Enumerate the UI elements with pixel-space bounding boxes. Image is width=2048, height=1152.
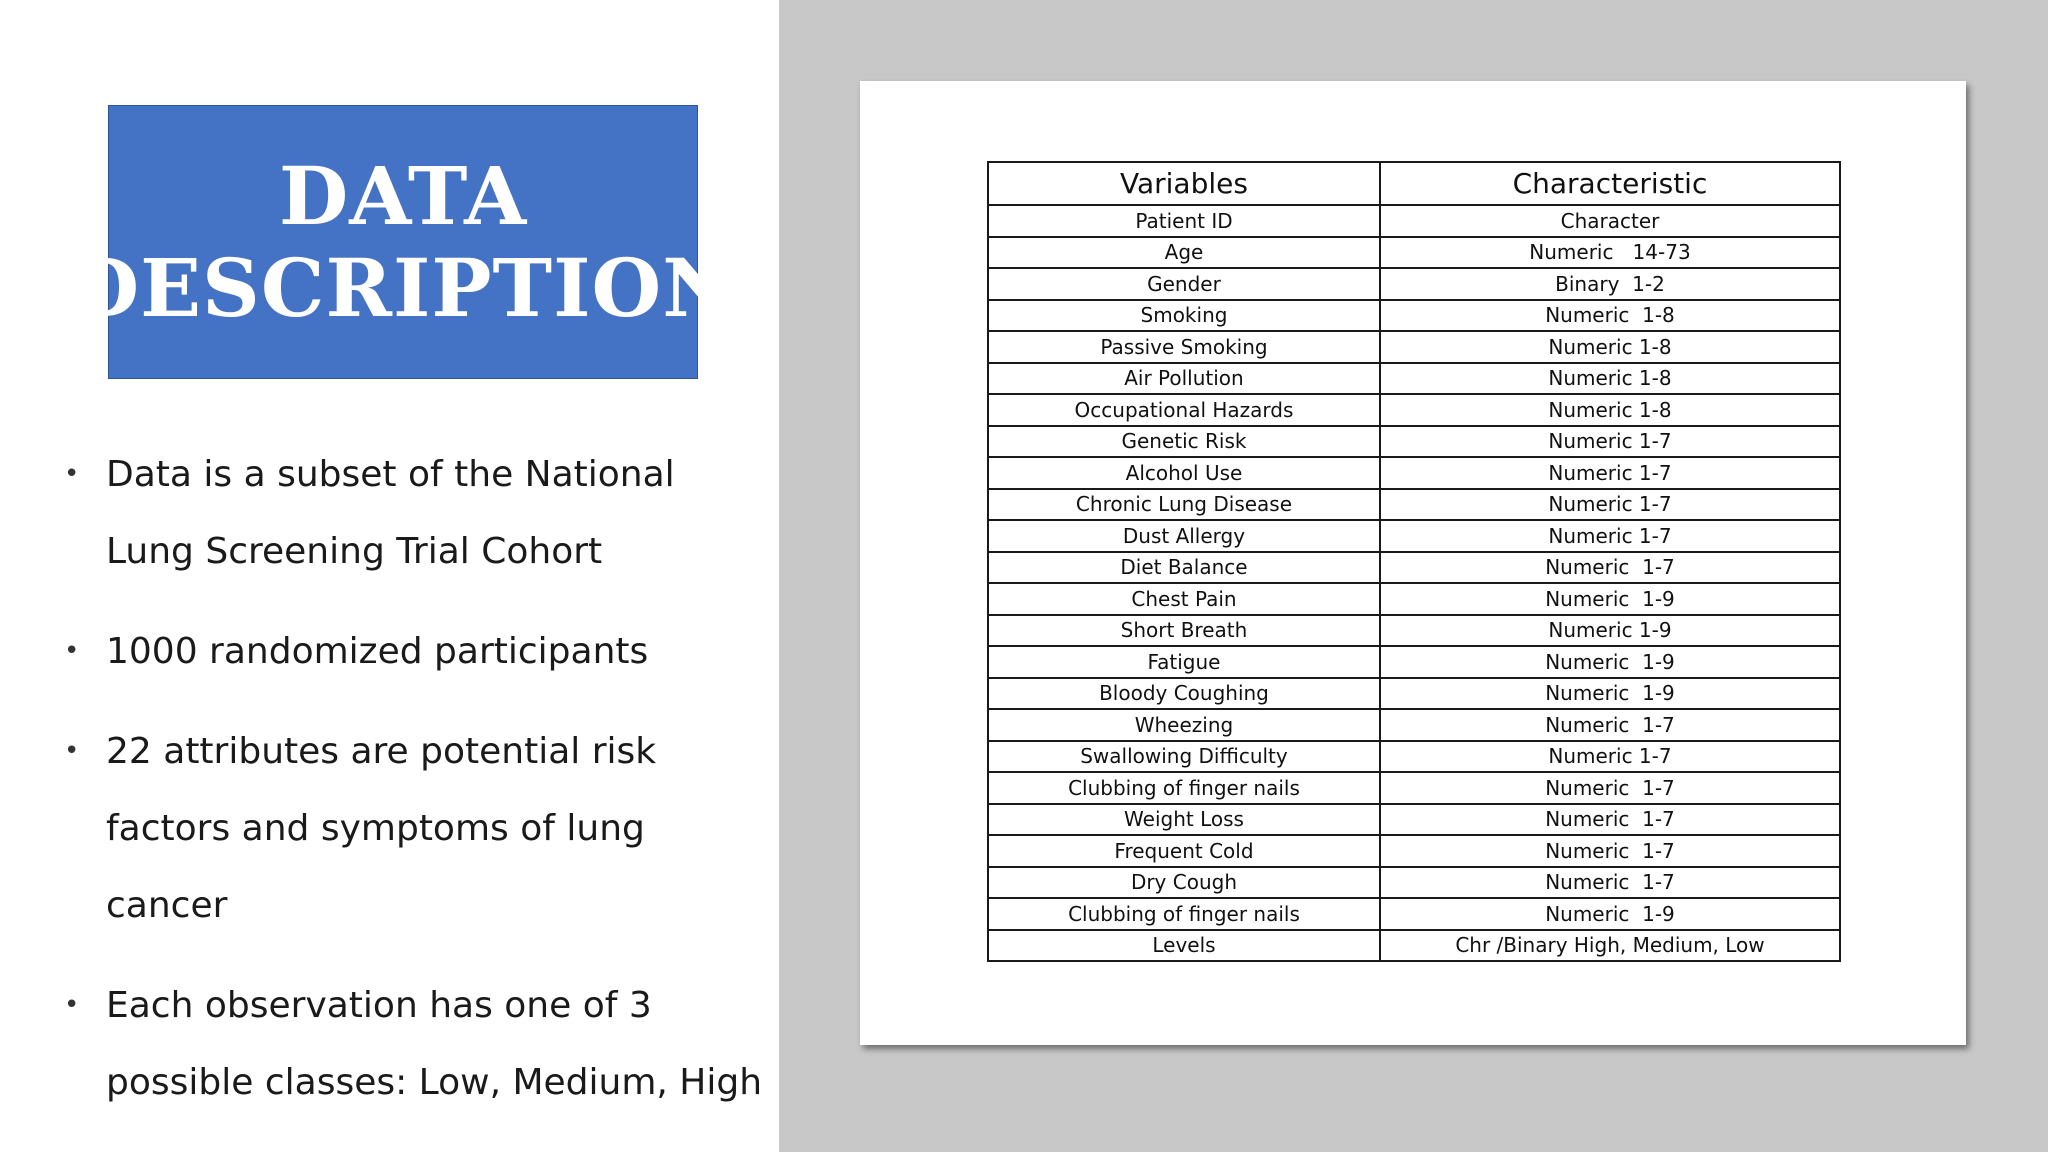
header-variables: Variables — [988, 162, 1380, 205]
bullet-dot-icon: • — [64, 636, 80, 666]
variable-cell: Age — [988, 237, 1380, 269]
characteristic-cell: Numeric 1-7 — [1380, 457, 1840, 489]
characteristic-cell: Binary 1-2 — [1380, 268, 1840, 300]
characteristic-cell: Numeric 1-7 — [1380, 520, 1840, 552]
variable-cell: Short Breath — [988, 615, 1380, 647]
variable-cell: Weight Loss — [988, 804, 1380, 836]
table-row — [988, 457, 1840, 489]
table-row — [988, 426, 1840, 458]
variable-cell: Clubbing of finger nails — [988, 772, 1380, 804]
characteristic-cell: Numeric 1-8 — [1380, 394, 1840, 426]
table-row — [988, 646, 1840, 678]
variable-cell: Frequent Cold — [988, 835, 1380, 867]
variable-cell: Dust Allergy — [988, 520, 1380, 552]
slide-title-line-2: DESCRIPTION — [69, 241, 737, 335]
bullet-list — [64, 436, 764, 1144]
bullet-dot-icon: • — [64, 459, 80, 489]
variable-cell: Fatigue — [988, 646, 1380, 678]
bullet-text: 22 attributes are potential risk factors and symptoms of lung cancer — [106, 731, 657, 926]
bullet-dot-icon: • — [64, 736, 80, 766]
table-row — [988, 804, 1840, 836]
table-body — [988, 205, 1840, 961]
table-row — [988, 867, 1840, 899]
document-page — [860, 81, 1966, 1045]
bullet-item — [64, 967, 764, 1121]
variable-cell: Gender — [988, 268, 1380, 300]
left-panel — [0, 0, 779, 1152]
table-row — [988, 835, 1840, 867]
characteristic-cell: Numeric 1-8 — [1380, 300, 1840, 332]
table-row — [988, 331, 1840, 363]
variable-cell: Clubbing of finger nails — [988, 898, 1380, 930]
bullet-item — [64, 613, 764, 690]
bullet-text: Each observation has one of 3 possible classes: Low, Medium, High — [106, 985, 763, 1103]
table-row — [988, 268, 1840, 300]
variable-cell: Chest Pain — [988, 583, 1380, 615]
characteristic-cell: Numeric 1-7 — [1380, 552, 1840, 584]
variable-cell: Bloody Coughing — [988, 678, 1380, 710]
variables-table — [987, 161, 1841, 962]
characteristic-cell: Numeric 1-9 — [1380, 615, 1840, 647]
characteristic-cell: Character — [1380, 205, 1840, 237]
variable-cell: Smoking — [988, 300, 1380, 332]
bullet-text: Data is a subset of the National Lung Screening Trial Cohort — [106, 454, 675, 572]
table-row — [988, 583, 1840, 615]
table-row — [988, 898, 1840, 930]
variable-cell: Genetic Risk — [988, 426, 1380, 458]
variable-cell: Dry Cough — [988, 867, 1380, 899]
table-row — [988, 772, 1840, 804]
characteristic-cell: Numeric 1-9 — [1380, 646, 1840, 678]
characteristic-cell: Numeric 14-73 — [1380, 237, 1840, 269]
characteristic-cell: Numeric 1-7 — [1380, 489, 1840, 521]
title-box — [69, 105, 737, 379]
table-row — [988, 489, 1840, 521]
header-characteristic: Characteristic — [1380, 162, 1840, 205]
characteristic-cell: Chr /Binary High, Medium, Low — [1380, 930, 1840, 962]
variable-cell: Air Pollution — [988, 363, 1380, 395]
table-row — [988, 615, 1840, 647]
variable-cell: Diet Balance — [988, 552, 1380, 584]
table-row — [988, 300, 1840, 332]
bullet-item — [64, 713, 764, 944]
variable-cell: Wheezing — [988, 709, 1380, 741]
variable-cell: Patient ID — [988, 205, 1380, 237]
table-row — [988, 552, 1840, 584]
characteristic-cell: Numeric 1-9 — [1380, 678, 1840, 710]
characteristic-cell: Numeric 1-7 — [1380, 867, 1840, 899]
table-row — [988, 205, 1840, 237]
bullet-dot-icon: • — [64, 990, 80, 1020]
table-row — [988, 237, 1840, 269]
table-row — [988, 741, 1840, 773]
variable-cell: Passive Smoking — [988, 331, 1380, 363]
table-row — [988, 520, 1840, 552]
characteristic-cell: Numeric 1-7 — [1380, 804, 1840, 836]
table-row — [988, 678, 1840, 710]
bullet-item — [64, 436, 764, 590]
characteristic-cell: Numeric 1-9 — [1380, 583, 1840, 615]
variable-cell: Levels — [988, 930, 1380, 962]
table-header-row — [988, 162, 1840, 205]
characteristic-cell: Numeric 1-7 — [1380, 741, 1840, 773]
table-row — [988, 363, 1840, 395]
table-row — [988, 709, 1840, 741]
variable-cell: Chronic Lung Disease — [988, 489, 1380, 521]
table-row — [988, 930, 1840, 962]
variable-cell: Alcohol Use — [988, 457, 1380, 489]
characteristic-cell: Numeric 1-7 — [1380, 426, 1840, 458]
characteristic-cell: Numeric 1-7 — [1380, 772, 1840, 804]
characteristic-cell: Numeric 1-9 — [1380, 898, 1840, 930]
table-row — [988, 394, 1840, 426]
slide-title-line-1: DATA — [278, 149, 528, 243]
characteristic-cell: Numeric 1-7 — [1380, 835, 1840, 867]
characteristic-cell: Numeric 1-8 — [1380, 331, 1840, 363]
variable-cell: Swallowing Difficulty — [988, 741, 1380, 773]
variable-cell: Occupational Hazards — [988, 394, 1380, 426]
characteristic-cell: Numeric 1-7 — [1380, 709, 1840, 741]
characteristic-cell: Numeric 1-8 — [1380, 363, 1840, 395]
bullet-text: 1000 randomized participants — [106, 631, 649, 672]
